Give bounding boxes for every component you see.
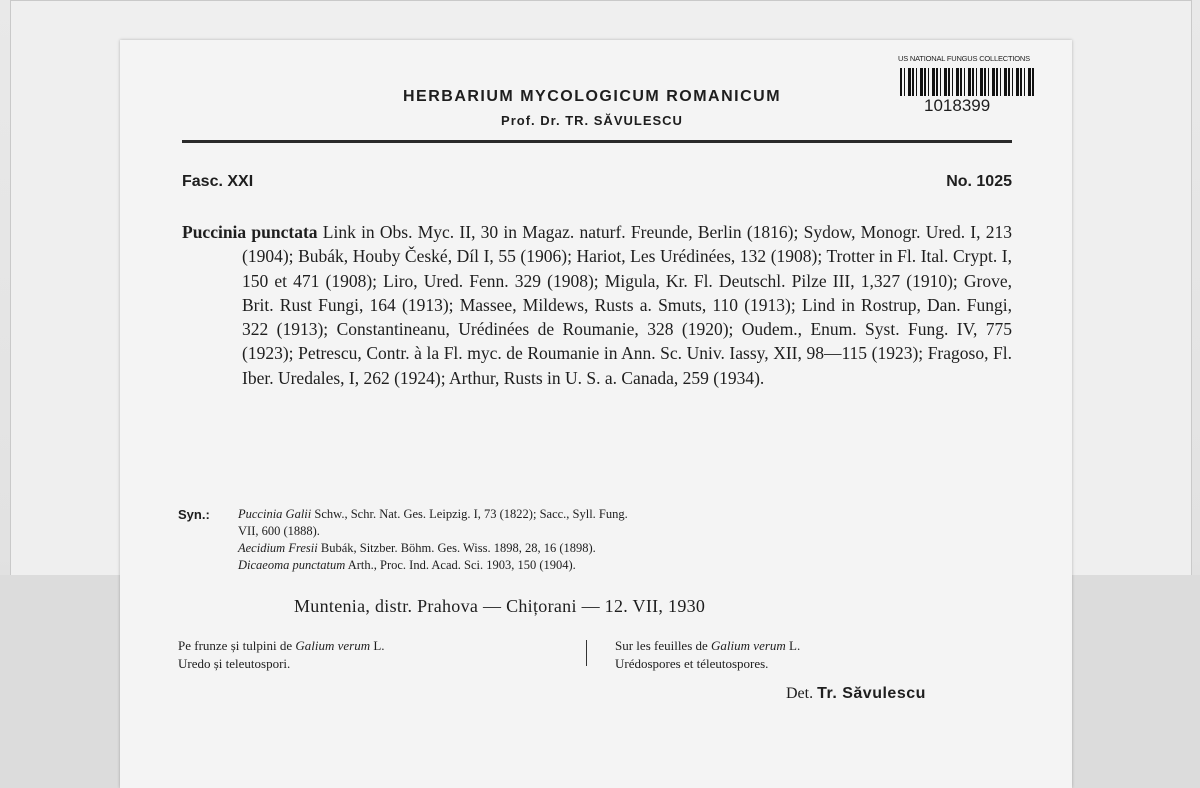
synonym-line: VII, 600 (1888). [238,524,320,538]
specimen-label [120,40,1072,788]
collection-locality: Muntenia, distr. Prahova — Chițorani — 12. VII, 1930 [294,596,706,616]
species-citation: Link in Obs. Myc. II, 30 in Magaz. naturf. Freunde, Berlin (1816); Sydow, Monogr. Ured. I, 213 (1904); Bubák, Houby České, Díl I, 55 (1906); Hariot, Les Urédinées, 132 (1908); Trotter in Fl. Ital. Crypt. I, 150 et 471 (1908); Liro, Ured. Fenn. 329 (1908); Migula, Kr. Fl. Deutschl. Pilze III, 1,327 (1910); Grove, Brit. Rust Fungi, 164 (1913); Massee, Mildews, Rusts a. Smuts, 110 (1913); Lind in Rostrup, Dan. Fungi, 322 (1913); Constantineanu, Urédinées de Roumanie, 328 (1920); Oudem., Enum. Syst. Fung. IV, 775 (1923); Petrescu, Contr. à la Fl. myc. de Roumanie in Ann. Sc. Univ. Iassy, XII, 98—115 (1923); Fragoso, Fl. Iber. Uredales, I, 262 (1924); Arthur, Rusts in U. S. a. Canada, 259 (1934). [242,222,1012,388]
host-separator [586,640,587,666]
synonyms-label: Syn.: [178,507,210,522]
species-citation-block [182,220,1012,390]
fascicle: Fasc. XXI [182,173,254,190]
barcode-label [890,52,1040,122]
synonym-line: Puccinia Galii Schw., Schr. Nat. Ges. Leipzig. I, 73 (1822); Sacc., Syll. Fung. [238,507,628,521]
host-french: Sur les feuilles de Galium verum L. Urédospores et téleutospores. [615,638,801,671]
herbarium-title: HERBARIUM MYCOLOGICUM ROMANICUM [402,88,782,105]
synonym-line: Aecidium Fresii Bubák, Sitzber. Böhm. Ges. Wiss. 1898, 28, 16 (1898). [238,541,596,555]
header-divider [182,140,1012,143]
barcode-icon [900,68,1035,96]
barcode-collection: US NATIONAL FUNGUS COLLECTIONS [898,54,1030,63]
host-romanian: Pe frunze și tulpini de Galium verum L. Uredo și teleutospori. [178,638,385,671]
specimen-number: No. 1025 [946,173,1012,190]
barcode-number: 1018399 [924,96,991,115]
synonym-line: Dicaeoma punctatum Arth., Proc. Ind. Acad. Sci. 1903, 150 (1904). [238,558,576,572]
species-name: Puccinia punctata [182,222,318,242]
determiner: Det. Tr. Săvulescu [786,685,926,702]
herbarium-curator: Prof. Dr. TR. SĂVULESCU [501,113,683,128]
